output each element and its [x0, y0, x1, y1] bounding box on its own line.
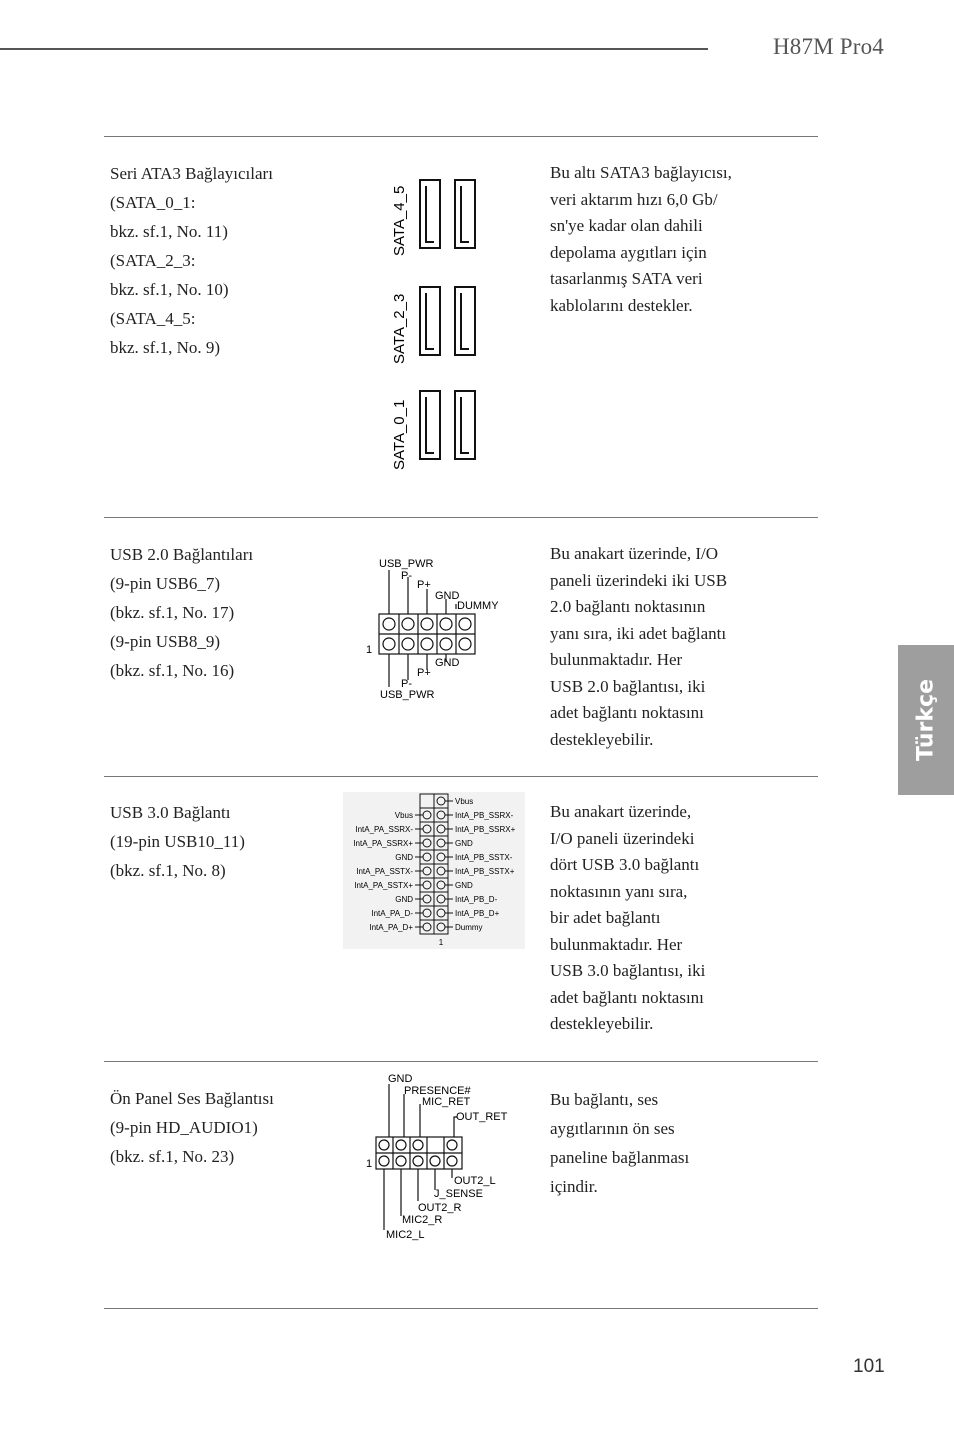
- audio-description: Bu bağlantı, ses aygıtlarının ön ses paneline bağlanması içindir.: [550, 1090, 690, 1196]
- usb3-connector-title: USB 3.0 Bağlantı (19-pin USB10_11) (bkz. sf.1, No. 8): [110, 803, 245, 880]
- svg-text:PRESENCE#: PRESENCE#: [404, 1085, 471, 1097]
- language-tab: [898, 645, 954, 795]
- hd-audio-header-diagram: [362, 1070, 512, 1245]
- svg-text:IntA_PB_D+: IntA_PB_D+: [455, 909, 500, 918]
- page-number: 101: [853, 1356, 885, 1377]
- svg-text:IntA_PA_D+: IntA_PA_D+: [369, 923, 413, 932]
- svg-text:MIC2_L: MIC2_L: [386, 1229, 425, 1241]
- usb2-description: Bu anakart üzerinde, I/O paneli üzerindeki iki USB 2.0 bağlantı noktasının yanı sıra, iki adet bağlantı bulunmaktadır. Her USB 2.0 bağlantısı, iki adet bağlantı noktasını destekleyebilir.: [550, 544, 728, 749]
- svg-text:GND: GND: [455, 839, 473, 848]
- svg-text:P-: P-: [401, 570, 412, 582]
- sata-description: Bu altı SATA3 bağlayıcısı, veri aktarım hızı 6,0 Gb/ sn'ye kadar olan dahili depolama aygıtları için tasarlanmış SATA veri kablolarını destekler.: [550, 163, 732, 315]
- header-rule: [0, 48, 708, 50]
- usb3-header-diagram: [343, 792, 525, 949]
- svg-text:GND: GND: [435, 657, 460, 669]
- svg-text:IntA_PB_SSRX-: IntA_PB_SSRX-: [455, 811, 514, 820]
- svg-text:IntA_PB_SSTX-: IntA_PB_SSTX-: [455, 853, 513, 862]
- svg-text:GND: GND: [388, 1073, 413, 1085]
- usb3-description: Bu anakart üzerinde, I/O paneli üzerindeki dört USB 3.0 bağlantı noktasının yanı sıra, bir adet bağlantı bulunmaktadır. Her USB 3.0 bağlantısı, iki adet bağlantı noktasını destekleyebilir.: [550, 802, 706, 1033]
- usb2-header-diagram: [362, 552, 512, 704]
- svg-text:IntA_PB_SSRX+: IntA_PB_SSRX+: [455, 825, 516, 834]
- svg-text:OUT2_R: OUT2_R: [418, 1202, 462, 1214]
- svg-text:IntA_PA_SSTX+: IntA_PA_SSTX+: [354, 881, 413, 890]
- section-divider: [104, 517, 818, 518]
- svg-text:IntA_PA_SSRX-: IntA_PA_SSRX-: [355, 825, 413, 834]
- svg-text:Vbus: Vbus: [455, 797, 474, 806]
- svg-text:GND: GND: [395, 895, 413, 904]
- sata-4-5-label: SATA_4_5: [391, 185, 408, 256]
- svg-text:USB_PWR: USB_PWR: [379, 558, 434, 570]
- svg-text:MIC_RET: MIC_RET: [422, 1096, 471, 1108]
- svg-text:MIC2_R: MIC2_R: [402, 1214, 443, 1226]
- sata-2-3-label: SATA_2_3: [391, 293, 408, 364]
- svg-text:GND: GND: [395, 853, 413, 862]
- page-title: H87M Pro4: [772, 34, 884, 59]
- svg-text:IntA_PB_D-: IntA_PB_D-: [455, 895, 498, 904]
- sata-connectors-diagram: [380, 170, 490, 475]
- svg-text:J_SENSE: J_SENSE: [434, 1188, 483, 1200]
- svg-text:P+: P+: [417, 667, 431, 679]
- svg-text:IntA_PB_SSTX+: IntA_PB_SSTX+: [455, 867, 515, 876]
- sata-connector-title: Seri ATA3 Bağlayıcıları (SATA_0_1: bkz. sf.1, No. 11) (SATA_2_3: bkz. sf.1, No. 10) (SATA_4_5: bkz. sf.1, No. 9): [110, 164, 273, 357]
- svg-text:OUT2_L: OUT2_L: [454, 1175, 496, 1187]
- svg-text:GND: GND: [435, 590, 460, 602]
- svg-text:1: 1: [438, 938, 444, 947]
- svg-text:P-: P-: [401, 678, 412, 690]
- section-divider: [104, 1061, 818, 1062]
- language-tab-label: Türkçe: [913, 678, 939, 762]
- svg-text:OUT_RET: OUT_RET: [456, 1111, 508, 1123]
- svg-text:P+: P+: [417, 579, 431, 591]
- usb2-connector-title: USB 2.0 Bağlantıları (9-pin USB6_7) (bkz. sf.1, No. 17) (9-pin USB8_9) (bkz. sf.1, No. 16): [110, 545, 254, 680]
- svg-text:DUMMY: DUMMY: [457, 600, 499, 612]
- svg-text:Dummy: Dummy: [455, 923, 483, 932]
- section-divider: [104, 1308, 818, 1309]
- svg-text:1: 1: [366, 1158, 373, 1170]
- svg-text:IntA_PA_D-: IntA_PA_D-: [371, 909, 413, 918]
- svg-text:IntA_PA_SSRX+: IntA_PA_SSRX+: [353, 839, 413, 848]
- svg-text:1: 1: [366, 644, 373, 656]
- section-divider: [104, 776, 818, 777]
- sata-0-1-label: SATA_0_1: [391, 399, 408, 470]
- svg-text:IntA_PA_SSTX-: IntA_PA_SSTX-: [356, 867, 413, 876]
- svg-text:Vbus: Vbus: [394, 811, 413, 820]
- section-divider: [104, 136, 818, 137]
- svg-text:USB_PWR: USB_PWR: [380, 689, 435, 701]
- svg-text:GND: GND: [455, 881, 473, 890]
- audio-connector-title: Ön Panel Ses Bağlantısı (9-pin HD_AUDIO1) (bkz. sf.1, No. 23): [110, 1089, 274, 1166]
